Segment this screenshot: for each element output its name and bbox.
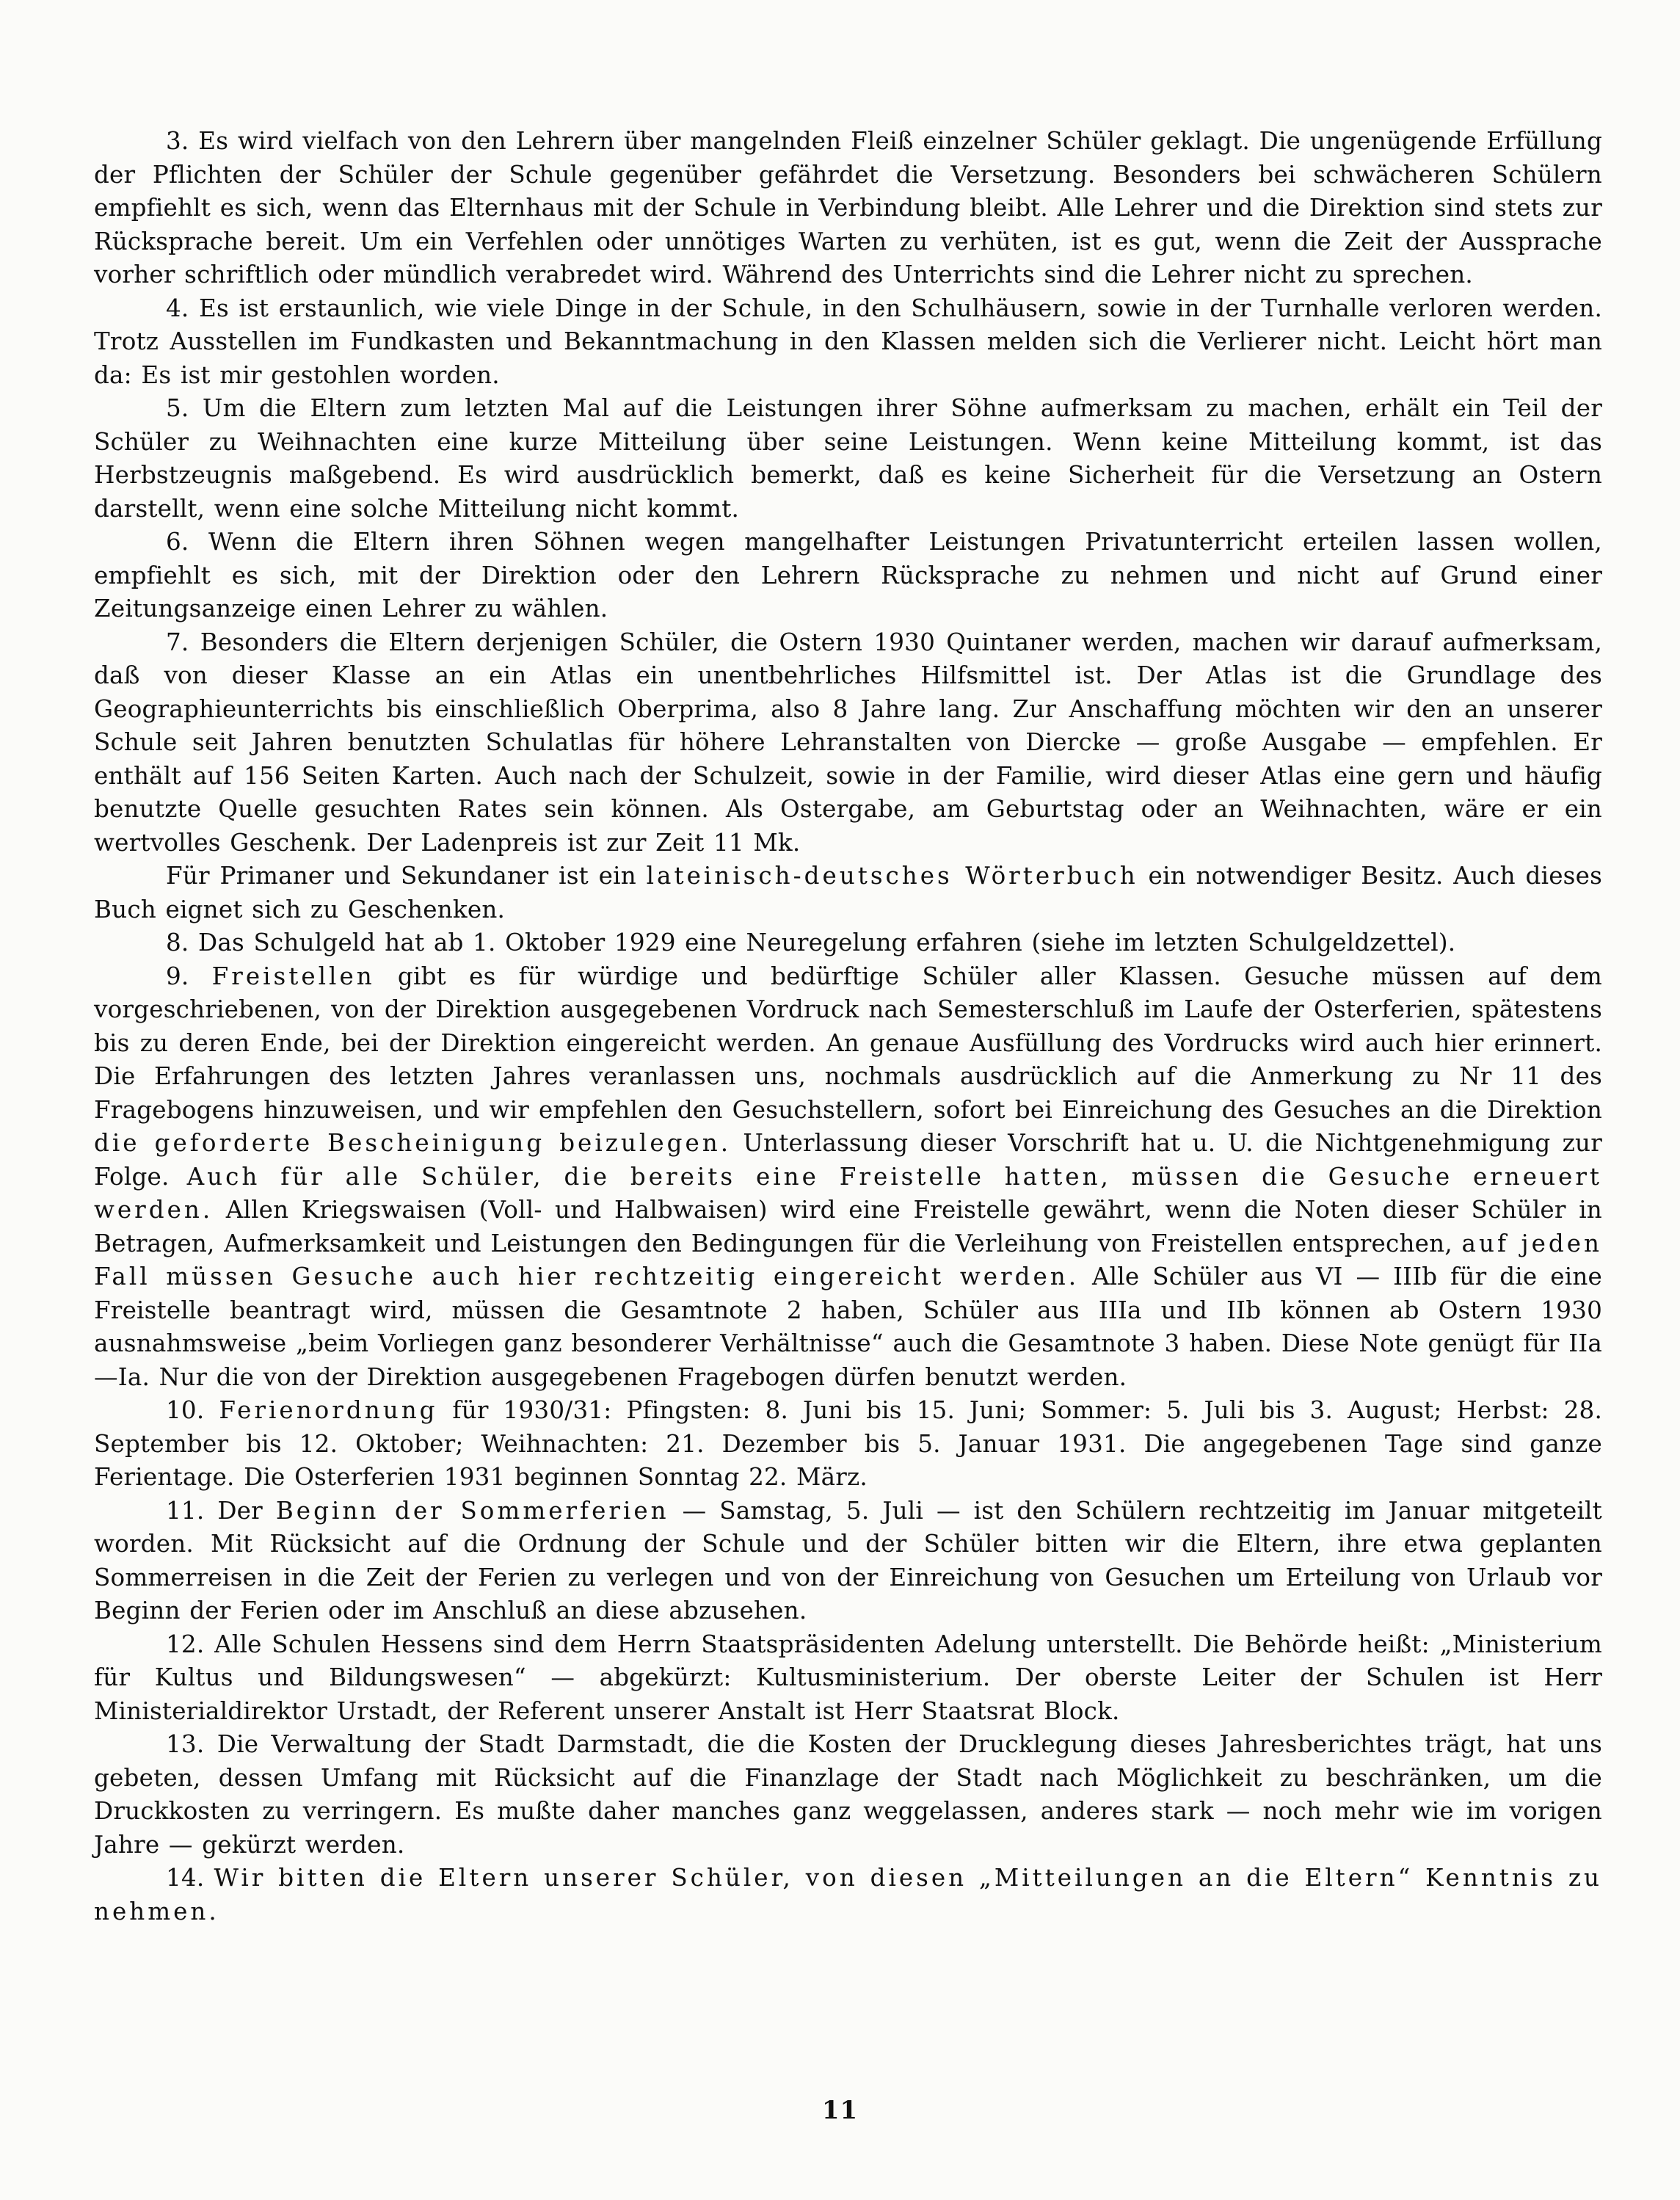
- paragraph-text: 5. Um die Eltern zum letzten Mal auf die Leistungen ihrer Söhne aufmerksam zu machen, erhält ein Teil der Schüler zu Weihnachten eine kurze Mitteilung über seine Leistungen. Wenn keine Mitteilung kommt, ist das Herbstzeugnis maßgebend. Es wird ausdrücklich bemerkt, daß es keine Sicherheit für die Versetzung an Ostern darstellt, wenn eine solche Mitteilung nicht kommt.: [94, 394, 1602, 523]
- paragraph-text: 4. Es ist erstaunlich, wie viele Dinge in der Schule, in den Schulhäusern, sowie in der Turnhalle verloren werden. Trotz Ausstellen im Fundkasten und Bekanntmachung in den Klassen melden sich die Verlierer nicht. Leicht hört man da: Es ist mir gestohlen worden.: [94, 294, 1602, 389]
- paragraph-text: 9.: [166, 962, 212, 990]
- paragraph-text: Für Primaner und Sekundaner ist ein: [166, 862, 647, 890]
- paragraph: [94, 392, 1602, 526]
- paragraph: [94, 860, 1602, 926]
- emphasized-text: lateinisch-deutsches Wörterbuch: [646, 862, 1138, 890]
- paragraph-text: gibt es für würdige und bedürftige Schüler aller Klassen. Gesuche müssen auf dem vorgeschriebenen, von der Direktion ausgegebenen Vordruck nach Semesterschluß im Laufe der Osterferien, spätestens bis zu deren Ende, bei der Direktion eingereicht werden. An genaue Ausfüllung des Vordrucks wird auch hier erinnert. Die Erfahrungen des letzten Jahres veranlassen uns, nochmals ausdrücklich auf die Anmerkung zu Nr 11 des Fragebogens hinzuweisen, und wir empfehlen den Gesuchstellern, sofort bei Einreichung des Gesuches an die Direktion: [94, 962, 1602, 1124]
- emphasized-text: die geforderte Bescheinigung beizulegen.: [94, 1129, 732, 1157]
- paragraph-text: 10.: [166, 1396, 219, 1424]
- paragraph: [94, 960, 1602, 1395]
- paragraph-text: 13. Die Verwaltung der Stadt Darmstadt, die die Kosten der Drucklegung dieses Jahresberichtes trägt, hat uns gebeten, dessen Umfang mit Rücksicht auf die Finanzlage der Stadt nach Möglichkeit zu beschränken, um die Druckkosten zu verringern. Es mußte daher manches ganz weggelassen, anderes stark — noch mehr wie im vorigen Jahre — gekürzt werden.: [94, 1730, 1602, 1859]
- paragraph: [94, 626, 1602, 860]
- paragraph-text: 7. Besonders die Eltern derjenigen Schüler, die Ostern 1930 Quintaner werden, machen wir darauf aufmerksam, daß von dieser Klasse an ein Atlas ein unentbehrliches Hilfsmittel ist. Der Atlas ist die Grundlage des Geographieunterrichts bis einschließlich Oberprima, also 8 Jahre lang. Zur Anschaffung möchten wir den an unserer Schule seit Jahren benutzten Schulatlas für höhere Lehranstalten von Diercke — große Ausgabe — empfehlen. Er enthält auf 156 Seiten Karten. Auch nach der Schulzeit, sowie in der Familie, wird dieser Atlas eine gern und häufig benutzte Quelle gesuchten Rates sein können. Als Ostergabe, am Geburtstag oder an Weihnachten, wäre er ein wertvolles Geschenk. Der Ladenpreis ist zur Zeit 11 Mk.: [94, 628, 1602, 857]
- paragraph-text: Unterlassung dieser Vorschrift hat u. U. die Nichtgenehmigung zur Folge.: [94, 1129, 1602, 1191]
- paragraph-text: Alle Schüler aus VI — IIIb für die eine Freistelle beantragt wird, müssen die Gesamtnote 2 haben, Schüler aus IIIa und IIb können ab Ostern 1930 ausnahmsweise „beim Vorliegen ganz besonderer Verhältnisse“ auch die Gesamtnote 3 haben. Diese Note genügt für IIa—Ia. Nur die von der Direktion ausgegebenen Fragebogen dürfen benutzt werden.: [94, 1263, 1602, 1391]
- paragraph: [94, 1728, 1602, 1862]
- paragraph-text: für 1930/31: Pfingsten: 8. Juni bis 15. Juni; Sommer: 5. Juli bis 3. August; Herbst: 28. September bis 12. Oktober; Weihnachten: 21. Dezember bis 5. Januar 1931. Die angegebenen Tage sind ganze Ferientage. Die Osterferien 1931 beginnen Sonntag 22. März.: [94, 1396, 1603, 1491]
- emphasized-text: auf jeden Fall müssen Gesuche auch hier rechtzeitig eingereicht werden.: [94, 1229, 1602, 1290]
- paragraph: [94, 526, 1602, 626]
- page-number: 11: [821, 2096, 859, 2125]
- emphasized-text: Wir bitten die Eltern unserer Schüler, von diesen „Mitteilungen an die Eltern“ Kenntnis zu nehmen.: [94, 1864, 1602, 1925]
- text-column: [94, 125, 1602, 1928]
- paragraph-text: 12. Alle Schulen Hessens sind dem Herrn Staatspräsidenten Adelung unterstellt. Die Behörde heißt: „Ministerium für Kultus und Bildungswesen“ — abgekürzt: Kultusministerium. Der oberste Leiter der Schulen ist Herr Ministerialdirektor Urstadt, der Referent unserer Anstalt ist Herr Staatsrat Block.: [94, 1630, 1602, 1725]
- paragraph-text: Allen Kriegswaisen (Voll- und Halbwaisen) wird eine Freistelle gewährt, wenn die Noten dieser Schüler in Betragen, Aufmerksamkeit und Leistungen den Bedingungen für die Verleihung von Freistellen entsprechen,: [94, 1196, 1602, 1257]
- emphasized-text: Freistellen: [211, 962, 375, 990]
- emphasized-text: Beginn der Sommerferien: [275, 1496, 669, 1525]
- paragraph-text: 8. Das Schulgeld hat ab 1. Oktober 1929 eine Neuregelung erfahren (siehe im letzten Schulgeldzettel).: [166, 929, 1456, 956]
- paragraph-text: 3. Es wird vielfach von den Lehrern über mangelnden Fleiß einzelner Schüler geklagt. Die ungenügende Erfüllung der Pflichten der Schüler der Schule gegenüber gefährdet die Versetzung. Besonders bei schwächeren Schülern empfiehlt es sich, wenn das Elternhaus mit der Schule in Verbindung bleibt. Alle Lehrer und die Direktion sind stets zur Rücksprache bereit. Um ein Verfehlen oder unnötiges Warten zu verhüten, ist es gut, wenn die Zeit der Aussprache vorher schriftlich oder mündlich verabredet wird. Während des Unterrichts sind die Lehrer nicht zu sprechen.: [94, 127, 1602, 288]
- emphasized-text: Ferienordnung: [219, 1396, 438, 1424]
- paragraph: [94, 292, 1602, 393]
- paragraph-text: — Samstag, 5. Juli — ist den Schülern rechtzeitig im Januar mitgeteilt worden. Mit Rücksicht auf die Ordnung der Schule und der Schüler bitten wir die Eltern, ihre etwa geplanten Sommerreisen in die Zeit der Ferien zu verlegen und von der Einreichung von Gesuchen um Erteilung von Urlaub vor Beginn der Ferien oder im Anschluß an diese abzusehen.: [94, 1496, 1602, 1624]
- paragraph-text: 6. Wenn die Eltern ihren Söhnen wegen mangelhafter Leistungen Privatunterricht erteilen lassen wollen, empfiehlt es sich, mit der Direktion oder den Lehrern Rücksprache zu nehmen und nicht auf Grund einer Zeitungsanzeige einen Lehrer zu wählen.: [94, 528, 1602, 622]
- paragraph: [94, 926, 1602, 960]
- paragraph: [94, 125, 1602, 292]
- paragraph-text: 11. Der: [166, 1496, 276, 1525]
- emphasized-text: Auch für alle Schüler, die bereits eine Freistelle hatten, müssen die Gesuche erneuert werden.: [94, 1162, 1602, 1224]
- paragraph: [94, 1862, 1602, 1928]
- paragraph-text: ein notwendiger Besitz. Auch dieses Buch eignet sich zu Geschenken.: [94, 862, 1602, 923]
- paragraph: [94, 1394, 1602, 1495]
- paragraph-text: 14.: [166, 1864, 214, 1892]
- paragraph: [94, 1628, 1602, 1729]
- paragraph: [94, 1495, 1602, 1628]
